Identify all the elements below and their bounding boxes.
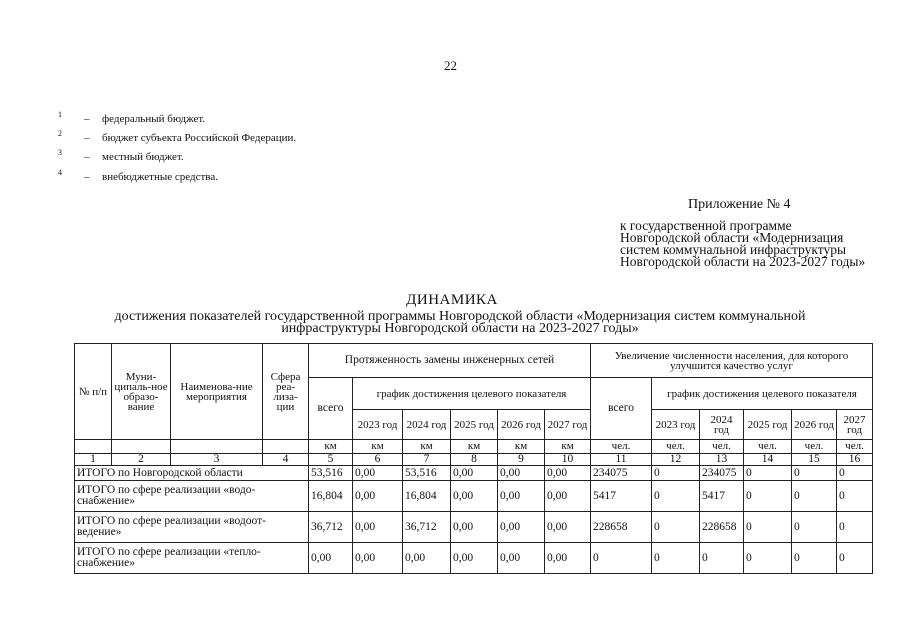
- table-cell: 0: [744, 512, 792, 543]
- header-sphere: Сфера реа-лиза-ции: [263, 344, 309, 440]
- document-title: ДИНАМИКА: [406, 292, 498, 308]
- table-cell: 36,712: [403, 512, 451, 543]
- table-cell: 0,00: [353, 543, 403, 574]
- table-cell: 0: [744, 543, 792, 574]
- table-cell: 0: [837, 481, 873, 512]
- table-cell: 0,00: [545, 466, 591, 481]
- column-number: 6: [353, 454, 403, 466]
- table-cell: 0,00: [353, 481, 403, 512]
- header-year-people: 2027 год: [837, 410, 873, 440]
- table-cell: 53,516: [403, 466, 451, 481]
- row-label: ИТОГО по сфере реализации «водоот-ведение»: [75, 512, 309, 543]
- column-number: 13: [700, 454, 744, 466]
- column-number: 12: [652, 454, 700, 466]
- footnote-text: местный бюджет.: [102, 151, 184, 163]
- unit-cell: чел.: [792, 440, 837, 454]
- column-number: 10: [545, 454, 591, 466]
- table-cell: 0,00: [353, 512, 403, 543]
- header-year-km: 2027 год: [545, 410, 591, 440]
- unit-cell: чел.: [652, 440, 700, 454]
- column-number: 4: [263, 454, 309, 466]
- row-label: ИТОГО по Новгородской области: [75, 466, 309, 481]
- row-label: ИТОГО по сфере реализации «водо-снабжение»: [75, 481, 309, 512]
- column-number: 1: [75, 454, 112, 466]
- unit-cell: км: [309, 440, 353, 454]
- unit-cell: чел.: [591, 440, 652, 454]
- column-number: 9: [498, 454, 545, 466]
- header-schedule-km: график достижения целевого показателя: [353, 378, 591, 410]
- table-cell: 0: [700, 543, 744, 574]
- footnote-dash: –: [84, 151, 90, 163]
- column-number: 11: [591, 454, 652, 466]
- document-subtitle: достижения показателей государственной программы Новгородской области «Модернизация систем коммунальной инфраструктуры Новгородской области на 2023-2027 годы»: [114, 309, 806, 336]
- table-cell: 0,00: [498, 543, 545, 574]
- table-cell: 0: [792, 466, 837, 481]
- column-number: 7: [403, 454, 451, 466]
- header-year-people: 2024 год: [700, 410, 744, 440]
- appendix-subtitle: к государственной программе Новгородской области «Модернизация систем коммунальной инфраструктуры Новгородской области на 2023-2027 годы»: [620, 218, 866, 269]
- unit-cell: км: [451, 440, 498, 454]
- table-cell: 36,712: [309, 512, 353, 543]
- header-total-people: всего: [591, 378, 652, 440]
- table-cell: 0: [744, 466, 792, 481]
- appendix-title: Приложение № 4: [688, 197, 791, 212]
- table-cell: 0,00: [498, 481, 545, 512]
- table-cell: 234075: [700, 466, 744, 481]
- table-cell: 0: [652, 543, 700, 574]
- footnote-text: внебюджетные средства.: [102, 171, 218, 183]
- table-cell: 0,00: [498, 466, 545, 481]
- table-cell: 0: [744, 481, 792, 512]
- table-cell: 0,00: [451, 543, 498, 574]
- unit-cell: чел.: [700, 440, 744, 454]
- column-number: 3: [171, 454, 263, 466]
- header-year-km: 2025 год: [451, 410, 498, 440]
- footnote-text: бюджет субъекта Российской Федерации.: [102, 132, 297, 144]
- unit-cell: км: [545, 440, 591, 454]
- table-row: [75, 512, 873, 543]
- table-cell: 0,00: [498, 512, 545, 543]
- unit-cell: чел.: [837, 440, 873, 454]
- column-number: 16: [837, 454, 873, 466]
- table-cell: 0,00: [451, 466, 498, 481]
- footnote-text: федеральный бюджет.: [102, 113, 206, 125]
- table-cell: 228658: [591, 512, 652, 543]
- table-cell: 0,00: [545, 512, 591, 543]
- table-cell: 0: [792, 512, 837, 543]
- footnote-mark: 1: [58, 110, 62, 119]
- table-cell: 0: [837, 512, 873, 543]
- header-group-networks: Протяженность замены инженерных сетей: [309, 344, 591, 378]
- indicators-table: [74, 343, 873, 574]
- table-cell: 16,804: [403, 481, 451, 512]
- header-event: Наименова-ние мероприятия: [171, 344, 263, 440]
- column-number: 2: [112, 454, 171, 466]
- table-cell: 0,00: [309, 543, 353, 574]
- unit-cell: км: [403, 440, 451, 454]
- unit-cell: км: [498, 440, 545, 454]
- table-cell: 5417: [591, 481, 652, 512]
- header-year-km: 2026 год: [498, 410, 545, 440]
- header-group-population: Увеличение численности населения, для которого улучшится качество услуг: [591, 344, 873, 378]
- table-cell: 0: [837, 543, 873, 574]
- table-cell: 0,00: [451, 512, 498, 543]
- table-cell: 0,00: [403, 543, 451, 574]
- table-cell: 0: [652, 512, 700, 543]
- table-cell: 0: [652, 466, 700, 481]
- header-year-people: 2026 год: [792, 410, 837, 440]
- table-cell: 0,00: [545, 543, 591, 574]
- table-row: [75, 466, 873, 481]
- column-number: 15: [792, 454, 837, 466]
- footnote-mark: 4: [58, 168, 62, 177]
- table-cell: 0: [652, 481, 700, 512]
- table-cell: 228658: [700, 512, 744, 543]
- footnote-dash: –: [84, 171, 90, 183]
- header-year-people: 2023 год: [652, 410, 700, 440]
- header-schedule-people: график достижения целевого показателя: [652, 378, 873, 410]
- unit-cell: чел.: [744, 440, 792, 454]
- column-number: 14: [744, 454, 792, 466]
- table-cell: 0: [792, 481, 837, 512]
- table-row: [75, 481, 873, 512]
- units-row: [75, 440, 873, 454]
- unit-cell: км: [353, 440, 403, 454]
- row-label: ИТОГО по сфере реализации «тепло-снабжение»: [75, 543, 309, 574]
- column-number: 8: [451, 454, 498, 466]
- table-cell: 5417: [700, 481, 744, 512]
- footnote-mark: 2: [58, 129, 62, 138]
- page-number: 22: [444, 58, 457, 73]
- table-cell: 0,00: [545, 481, 591, 512]
- table-cell: 16,804: [309, 481, 353, 512]
- table-cell: 234075: [591, 466, 652, 481]
- table-row: [75, 543, 873, 574]
- header-num: № п/п: [75, 344, 112, 440]
- table-cell: 0,00: [353, 466, 403, 481]
- column-number-row: [75, 454, 873, 466]
- header-municipality: Муни-ципаль-ное образо-вание: [112, 344, 171, 440]
- footnote-dash: –: [84, 132, 90, 144]
- table-cell: 53,516: [309, 466, 353, 481]
- header-total-km: всего: [309, 378, 353, 440]
- table-cell: 0,00: [451, 481, 498, 512]
- table-cell: 0: [591, 543, 652, 574]
- header-year-km: 2024 год: [403, 410, 451, 440]
- footnote-dash: –: [84, 113, 90, 125]
- table-cell: 0: [792, 543, 837, 574]
- footnote-mark: 3: [58, 148, 62, 157]
- column-number: 5: [309, 454, 353, 466]
- header-year-people: 2025 год: [744, 410, 792, 440]
- table-cell: 0: [837, 466, 873, 481]
- header-year-km: 2023 год: [353, 410, 403, 440]
